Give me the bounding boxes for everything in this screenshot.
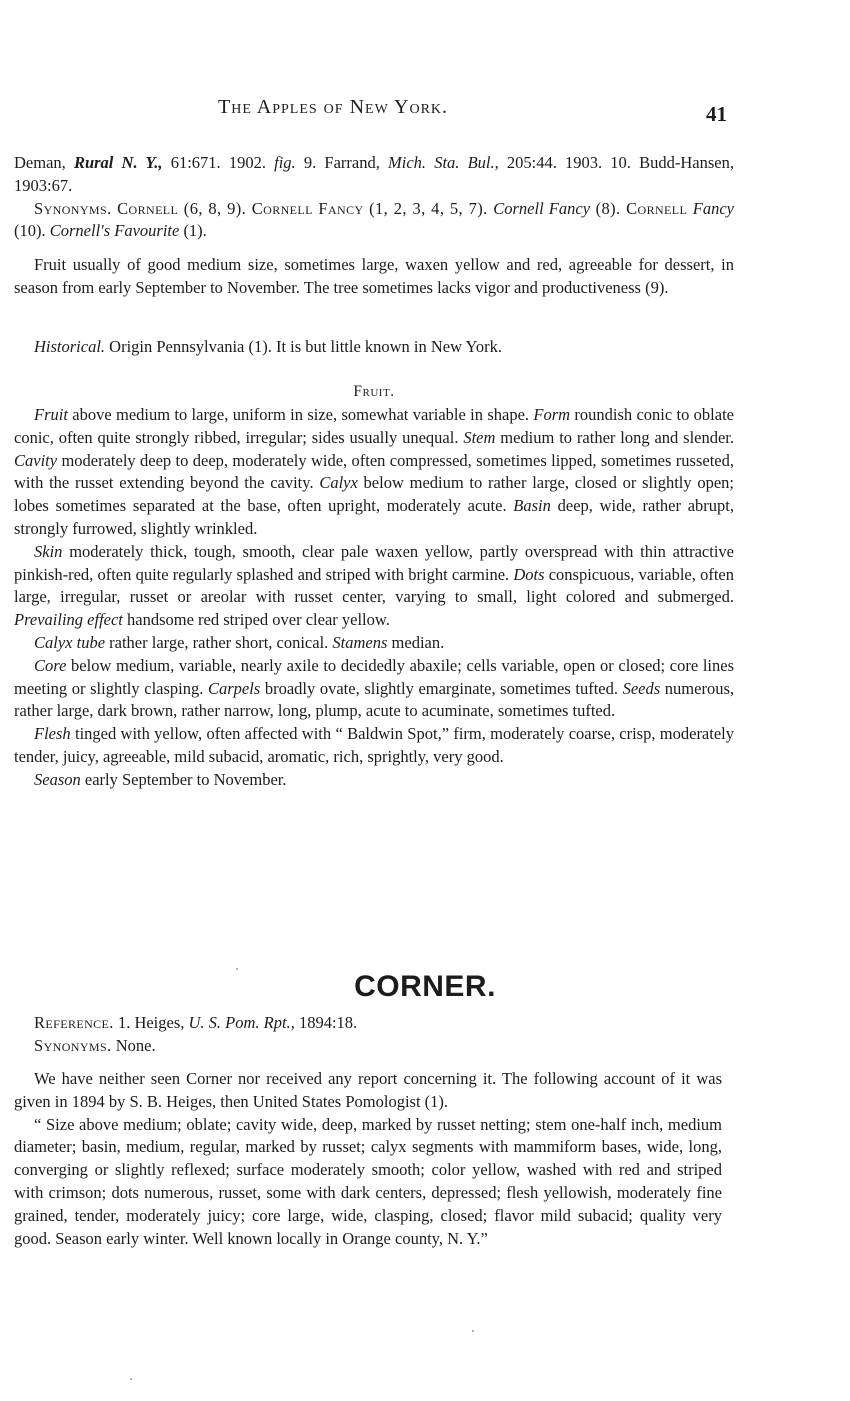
- corner-paragraph-2: “ Size above medium; oblate; cavity wide, deep, marked by russet netting; stem one-half inch, medium diameter; basin, medium, regular, marked by russet; calyx segments with mammiform bases, wide, long, converging or slightly reflexed; surface moderately smooth; color yellow, washed with red and striped with crimson; dots numerous, russet, some with dark centers, depressed; flesh yellowish, moderately fine grained, tender, moderately juicy; core large, wide, clasping, closed; flavor mild subacid; quality very good. Season early winter. Well known locally in Orange county, N. Y.”: [14, 1114, 722, 1248]
- core-paragraph: Core below medium, variable, nearly axile to decidedly abaxile; cells variable, open or closed; core lines meeting or slightly clasping. Carpels broadly ovate, slightly emarginate, sometimes tufted. Seeds numerous, rather large, dark brown, rather narrow, long, plump, acute to acuminate, sometimes tufted.: [14, 655, 734, 721]
- corner-reference-block: [14, 1012, 734, 1058]
- corner-reference: Reference. 1. Heiges, U. S. Pom. Rpt., 1894:18.: [34, 1013, 358, 1032]
- page-number: 41: [706, 102, 727, 126]
- fruit-heading-block: [14, 380, 734, 404]
- historical-block: [14, 336, 734, 359]
- summary-block: [14, 254, 734, 300]
- running-title: The Apples of New York.: [218, 96, 449, 118]
- summary-paragraph: Fruit usually of good medium size, sometimes large, waxen yellow and red, agreeable for dessert, in season from early September to November. The tree sometimes lacks vigor and productiveness (9).: [14, 255, 734, 297]
- references-block: [14, 152, 734, 243]
- historical-paragraph: Historical. Origin Pennsylvania (1). It is but little known in New York.: [34, 337, 502, 356]
- corner-title: CORNER.: [354, 970, 496, 1003]
- synonyms: Synonyms. Cornell (6, 8, 9). Cornell Fancy (1, 2, 3, 4, 5, 7). Cornell Fancy (8). Cornell Fancy (10). Cornell's Favourite (1).: [14, 198, 735, 241]
- print-speck: [130, 1378, 132, 1380]
- corner-synonyms: Synonyms. None.: [34, 1035, 156, 1055]
- print-speck: [472, 1330, 474, 1332]
- calyx-tube-paragraph: Calyx tube rather large, rather short, conical. Stamens median.: [34, 632, 445, 652]
- flesh-paragraph: Flesh tinged with yellow, often affected with “ Baldwin Spot,” firm, moderately coarse, crisp, moderately tender, juicy, agreeable, mild subacid, aromatic, rich, sprightly, very good.: [14, 724, 734, 766]
- season-paragraph: Season early September to November.: [34, 769, 287, 789]
- references: Deman, Rural N. Y., 61:671. 1902. fig. 9. Farrand, Mich. Sta. Bul., 205:44. 1903. 10. Budd-Hansen, 1903:67.: [14, 153, 734, 195]
- fruit-description: [14, 404, 734, 792]
- skin-paragraph: Skin moderately thick, tough, smooth, clear pale waxen yellow, partly overspread with thin attractive pinkish-red, often quite regularly splashed and striped with bright carmine. Dots conspicuous, variable, often large, irregular, russet or areolar with russet center, varying to small, light colored and submerged. Prevailing effect handsome red striped over clear yellow.: [14, 541, 734, 630]
- page-header: [0, 96, 850, 126]
- fruit-paragraph: Fruit above medium to large, uniform in size, somewhat variable in shape. Form roundish conic to oblate conic, often quite strongly ribbed, irregular; sides usually unequal. Stem medium to rather long and slender. Cavity moderately deep to deep, moderately wide, often compressed, sometimes lipped, sometimes russeted, with the russet extending beyond the cavity. Calyx below medium to rather large, closed or slightly open; lobes sometimes separated at the base, often upright, moderately acute. Basin deep, wide, rather abrupt, strongly furrowed, slightly wrinkled.: [14, 405, 735, 538]
- corner-paragraph-1: We have neither seen Corner nor received any report concerning it. The following account of it was given in 1894 by S. B. Heiges, then United States Pomologist (1).: [14, 1069, 722, 1111]
- fruit-heading: Fruit.: [353, 383, 395, 400]
- corner-body: [14, 1068, 722, 1250]
